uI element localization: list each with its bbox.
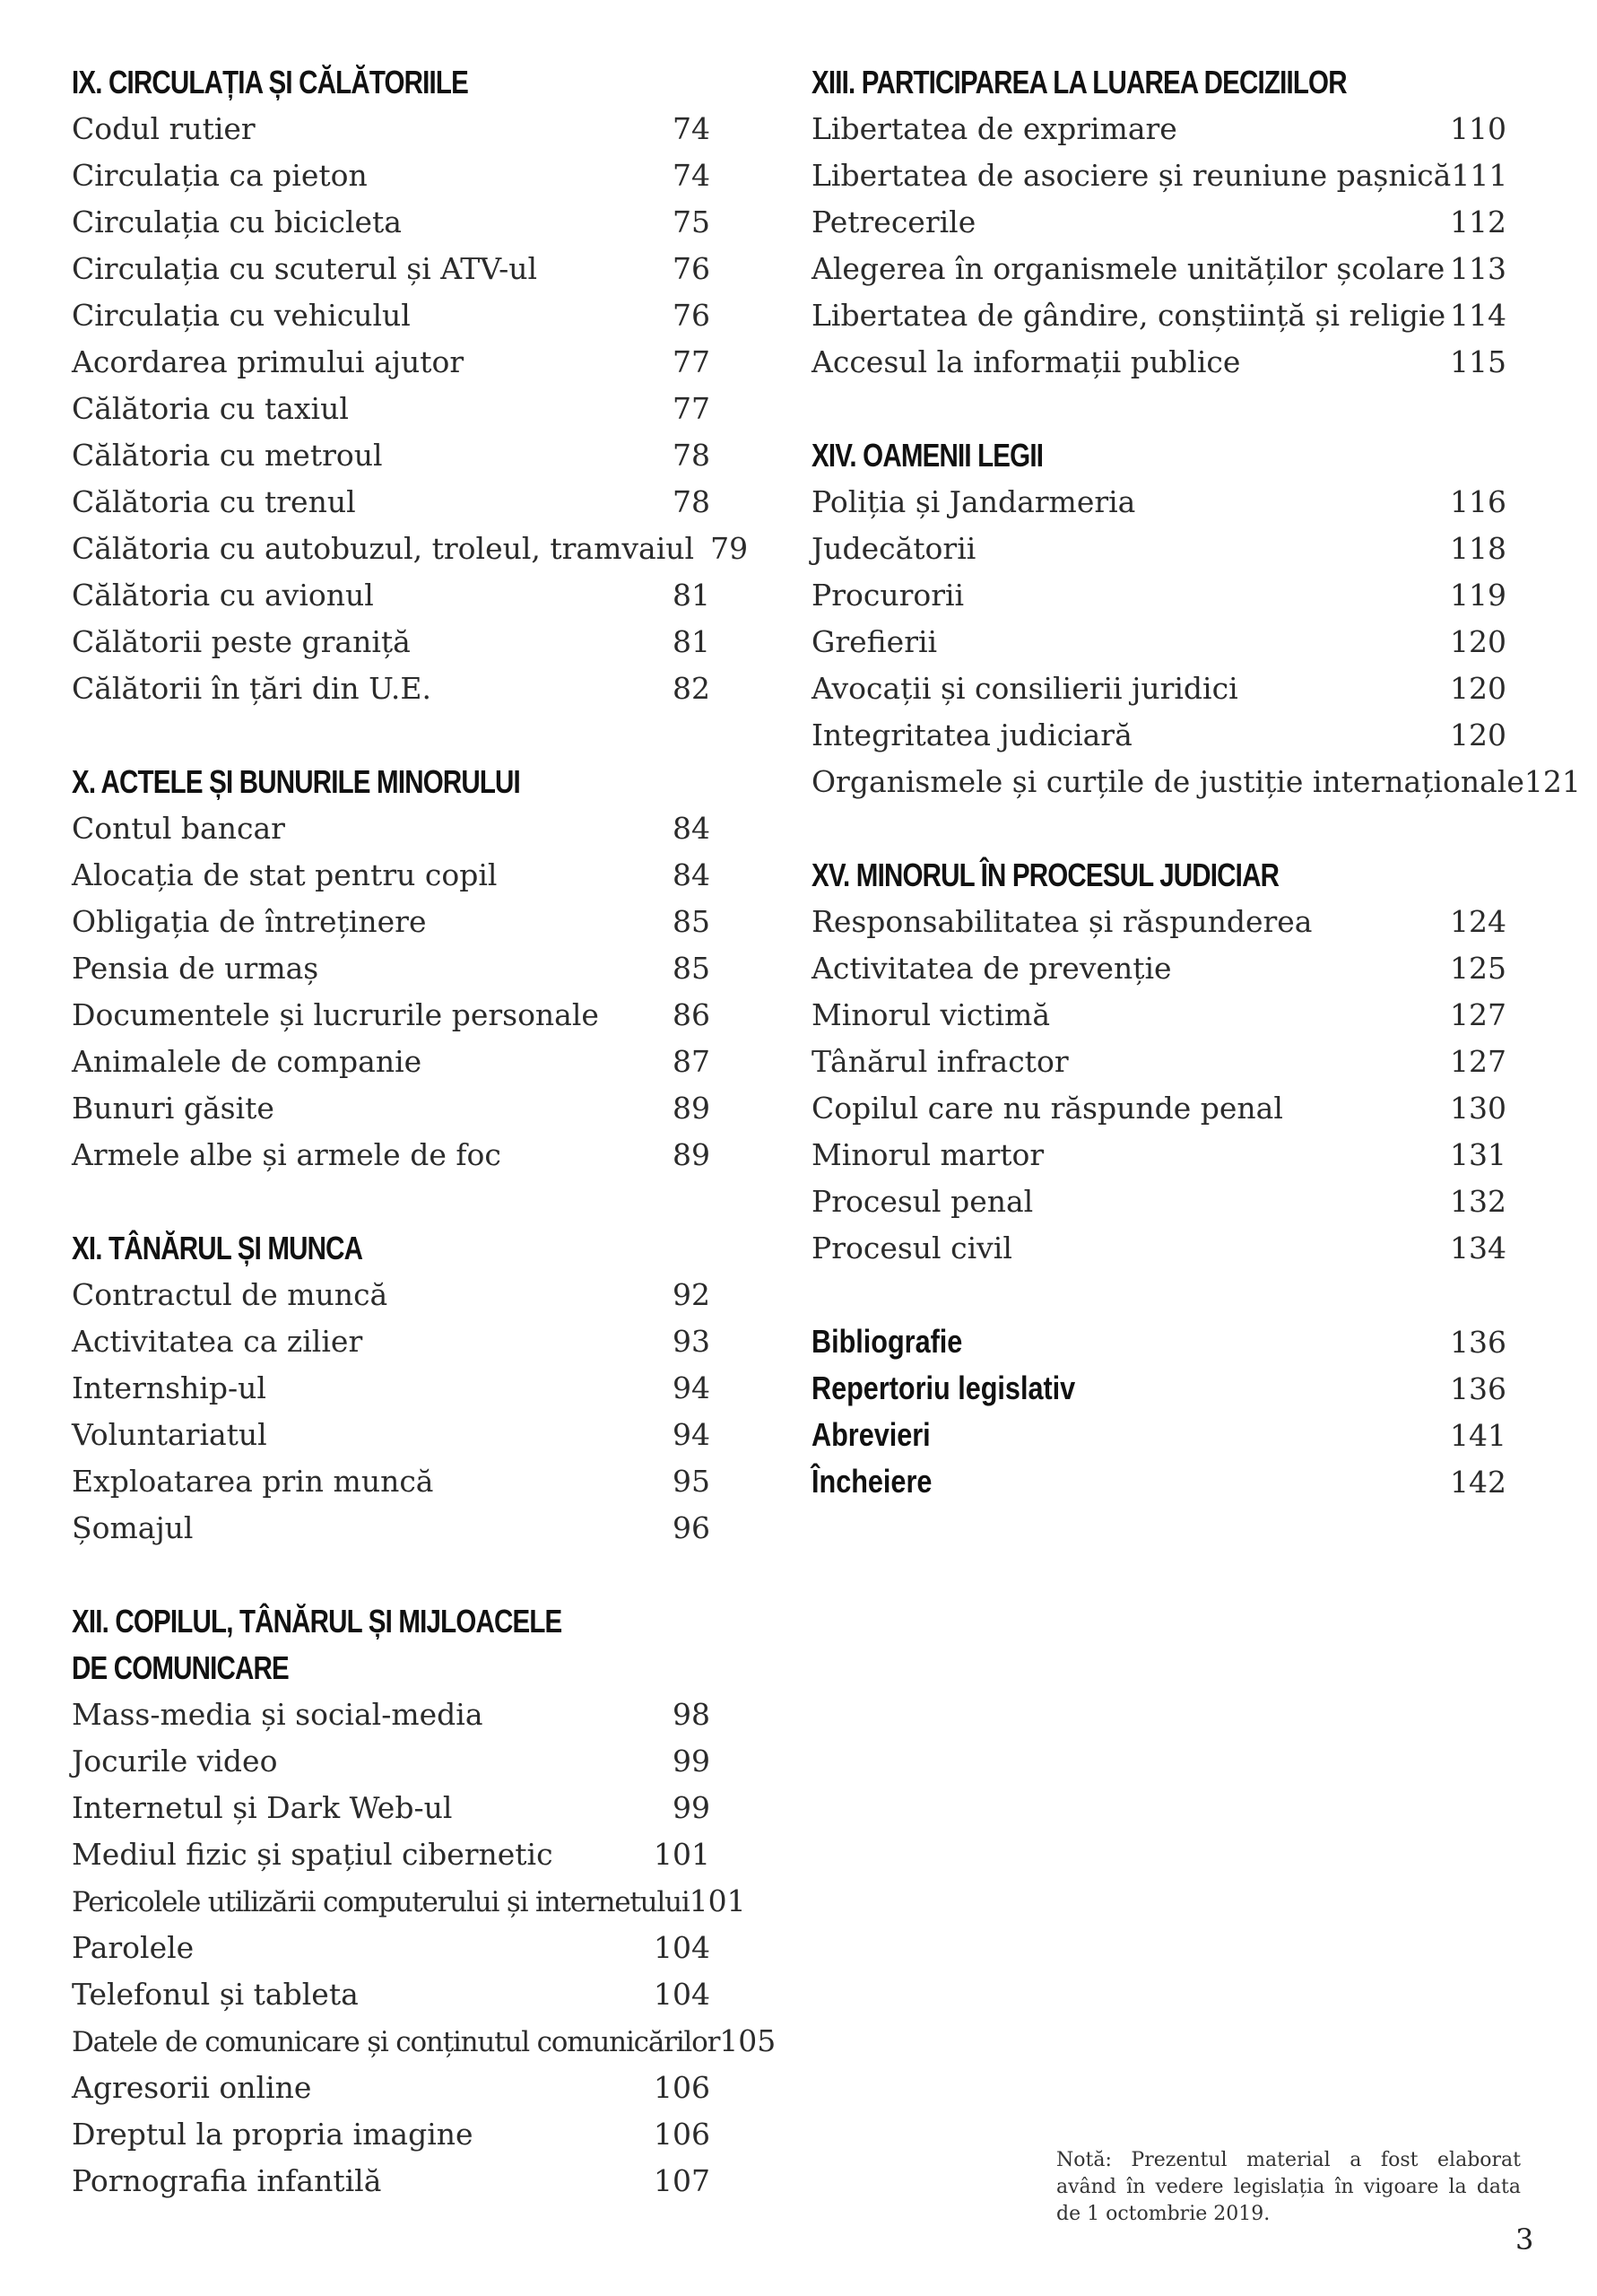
toc-entry[interactable] — [72, 1831, 710, 1878]
toc-entry[interactable] — [812, 292, 1506, 339]
footnote: Notă: Prezentul material a fost elaborat având în vedere legislația în vigoare la data de 1 octombrie 2019. — [1056, 2149, 1521, 2225]
toc-entry-page: 85 — [673, 951, 710, 986]
toc-entry-page: 84 — [673, 811, 710, 846]
toc-entry[interactable] — [812, 339, 1506, 386]
toc-entry-label: Circulația ca pieton — [72, 158, 368, 193]
toc-right-column — [812, 59, 1581, 1505]
toc-extra-repertoriu[interactable] — [812, 1365, 1506, 1412]
toc-extra-label: Repertoriu legislativ — [812, 1370, 1076, 1406]
toc-section-xv — [812, 852, 1506, 1272]
section-spacer — [812, 386, 1506, 432]
toc-entry[interactable] — [812, 1178, 1506, 1225]
toc-section-xii — [72, 1598, 777, 2205]
toc-entry-page: 120 — [1450, 671, 1506, 706]
toc-extra-page: 142 — [1450, 1465, 1506, 1500]
toc-entry[interactable] — [72, 899, 710, 945]
toc-entry[interactable] — [72, 526, 749, 572]
toc-entry-label: Copilul care nu răspunde penal — [812, 1091, 1283, 1126]
toc-extra-label: Abrevieri — [812, 1416, 931, 1453]
section-title: IX. CIRCULAȚIA ȘI CĂLĂTORIILE — [72, 64, 468, 100]
toc-entry[interactable] — [812, 899, 1506, 945]
toc-entry[interactable] — [812, 619, 1506, 665]
toc-entry[interactable] — [72, 852, 710, 899]
toc-entry[interactable] — [72, 432, 710, 479]
toc-entry[interactable] — [72, 1318, 710, 1365]
toc-entry[interactable] — [72, 1785, 710, 1831]
toc-entry[interactable] — [72, 945, 710, 992]
toc-entry-page: 92 — [673, 1277, 710, 1312]
toc-entry-page: 77 — [673, 391, 710, 426]
toc-entry-label: Activitatea de prevenție — [812, 951, 1172, 986]
toc-entry[interactable] — [72, 2111, 710, 2158]
toc-entry-label: Libertatea de gândire, conștiință și religie — [812, 298, 1446, 333]
toc-extra-page: 136 — [1450, 1325, 1506, 1360]
toc-entry-page: 131 — [1450, 1137, 1506, 1172]
toc-extra-abrevieri[interactable] — [812, 1412, 1506, 1458]
toc-entry-label: Jocurile video — [72, 1744, 278, 1779]
toc-entry[interactable] — [812, 759, 1581, 805]
toc-entry-label: Pericolele utilizării computerului și internetului — [72, 1886, 690, 1918]
toc-entry-page: 106 — [654, 2117, 710, 2152]
toc-left-column — [72, 59, 777, 2205]
toc-entry-label: Mediul fizic și spațiul cibernetic — [72, 1837, 553, 1872]
section-spacer — [72, 1178, 710, 1225]
toc-entry-page: 78 — [673, 484, 710, 519]
toc-entry[interactable] — [72, 1039, 710, 1085]
toc-entry-page: 96 — [673, 1510, 710, 1545]
toc-entry[interactable] — [72, 619, 710, 665]
toc-entry-label: Pornografia infantilă — [72, 2163, 382, 2198]
toc-entry-label: Organismele și curțile de justiție internaționale — [812, 764, 1524, 799]
toc-entry-page: 111 — [1451, 158, 1508, 193]
toc-entry-label: Responsabilitatea și răspunderea — [812, 904, 1313, 939]
toc-entry-label: Contractul de muncă — [72, 1277, 388, 1312]
toc-entry-label: Poliția și Jandarmeria — [812, 484, 1136, 519]
toc-entry-page: 113 — [1450, 251, 1506, 286]
toc-entry[interactable] — [72, 1412, 710, 1458]
toc-entry[interactable] — [812, 1132, 1506, 1178]
toc-entry[interactable] — [812, 246, 1506, 292]
toc-entry-page: 127 — [1450, 997, 1506, 1032]
toc-entry[interactable] — [72, 2158, 710, 2205]
toc-entry[interactable] — [812, 712, 1506, 759]
toc-entry[interactable] — [812, 572, 1506, 619]
toc-entry[interactable] — [812, 152, 1506, 199]
toc-entry-page: 118 — [1450, 531, 1506, 566]
toc-entry-page: 106 — [654, 2070, 710, 2105]
toc-entry-page: 104 — [654, 1930, 710, 1965]
toc-entry-page: 105 — [719, 2023, 777, 2058]
toc-entry[interactable] — [72, 1085, 710, 1132]
toc-entry-page: 115 — [1450, 344, 1506, 379]
section-title: XI. TÂNĂRUL ȘI MUNCA — [72, 1230, 363, 1266]
toc-entry[interactable] — [812, 945, 1506, 992]
toc-entry-page: 86 — [673, 997, 710, 1032]
section-title: XIV. OAMENII LEGII — [812, 437, 1044, 474]
toc-entry[interactable] — [72, 479, 710, 526]
toc-entry-page: 95 — [673, 1464, 710, 1499]
toc-entry-page: 74 — [673, 158, 710, 193]
section-title: XIII. PARTICIPAREA LA LUAREA DECIZIILOR — [812, 64, 1347, 100]
toc-entry-page: 76 — [673, 251, 710, 286]
toc-entry[interactable] — [72, 1692, 710, 1738]
toc-entry[interactable] — [72, 2018, 777, 2065]
toc-entry-label: Accesul la informații publice — [812, 344, 1241, 379]
toc-section-xiii — [812, 59, 1506, 386]
toc-entry-page: 116 — [1450, 484, 1506, 519]
toc-entry-label: Integritatea judiciară — [812, 718, 1133, 752]
toc-entry-page: 94 — [673, 1370, 710, 1405]
toc-entry-page: 112 — [1450, 204, 1506, 239]
toc-entry-label: Călătoria cu autobuzul, troleul, tramvaiul — [72, 531, 695, 566]
toc-entry-page: 98 — [673, 1697, 710, 1732]
toc-entry[interactable] — [72, 805, 710, 852]
toc-extra-page: 141 — [1450, 1418, 1506, 1453]
toc-entry-label: Circulația cu vehiculul — [72, 298, 411, 333]
toc-entry[interactable] — [812, 526, 1506, 572]
toc-entry[interactable] — [812, 106, 1506, 152]
toc-entry-page: 101 — [689, 1883, 746, 1918]
toc-entry-label: Șomajul — [72, 1510, 194, 1545]
toc-entry-label: Acordarea primului ajutor — [72, 344, 464, 379]
toc-entry-page: 127 — [1450, 1044, 1506, 1079]
toc-entry-label: Petrecerile — [812, 204, 976, 239]
toc-entry[interactable] — [812, 1039, 1506, 1085]
toc-entry[interactable] — [812, 479, 1506, 526]
page-number: 3 — [1515, 2222, 1534, 2257]
toc-entry[interactable] — [72, 1458, 710, 1505]
toc-entry[interactable] — [72, 1925, 710, 1971]
toc-entry-label: Procesul civil — [812, 1231, 1012, 1265]
toc-entry-label: Animalele de companie — [72, 1044, 422, 1079]
toc-entry-page: 99 — [673, 1744, 710, 1779]
toc-entry[interactable] — [72, 106, 710, 152]
toc-entry[interactable] — [812, 1225, 1506, 1272]
toc-entry-label: Codul rutier — [72, 111, 256, 146]
toc-entry-label: Circulația cu bicicleta — [72, 204, 402, 239]
toc-entry-page: 93 — [673, 1324, 710, 1359]
toc-entry-label: Internship-ul — [72, 1370, 266, 1405]
toc-entry-label: Exploatarea prin muncă — [72, 1464, 434, 1499]
toc-entry-label: Călătoria cu trenul — [72, 484, 356, 519]
toc-entry-label: Alegerea în organismele unităților școlare — [812, 251, 1445, 286]
toc-entry[interactable] — [72, 1132, 710, 1178]
toc-extra-page: 136 — [1450, 1371, 1506, 1406]
toc-entry-page: 78 — [673, 438, 710, 473]
toc-entry[interactable] — [72, 2065, 710, 2111]
toc-entry-page: 130 — [1450, 1091, 1506, 1126]
toc-entry-label: Libertatea de asociere și reuniune pașnică — [812, 158, 1452, 193]
toc-entry[interactable] — [812, 665, 1506, 712]
toc-entry-label: Alocația de stat pentru copil — [72, 857, 498, 892]
toc-entry[interactable] — [72, 1365, 710, 1412]
toc-entry-label: Parolele — [72, 1930, 195, 1965]
toc-section-xi — [72, 1225, 710, 1552]
toc-entry[interactable] — [72, 339, 710, 386]
toc-entry-label: Contul bancar — [72, 811, 285, 846]
toc-entry-label: Călătoria cu avionul — [72, 578, 374, 613]
section-spacer — [72, 712, 710, 759]
toc-entry[interactable] — [72, 1971, 710, 2018]
toc-entry-page: 107 — [654, 2163, 710, 2198]
toc-entry[interactable] — [72, 992, 710, 1039]
toc-entry-page: 134 — [1450, 1231, 1506, 1265]
toc-entry-label: Grefierii — [812, 624, 938, 659]
toc-entry-label: Călătorii în țări din U.E. — [72, 671, 431, 706]
section-spacer — [812, 805, 1506, 852]
toc-entry-page: 99 — [673, 1790, 710, 1825]
toc-entry[interactable] — [72, 665, 710, 712]
toc-entry-label: Armele albe și armele de foc — [72, 1137, 501, 1172]
toc-entry-label: Activitatea ca zilier — [72, 1324, 363, 1359]
toc-entry-page: 120 — [1450, 718, 1506, 752]
toc-entry-page: 104 — [654, 1977, 710, 2012]
section-title-line1: XII. COPILUL, TÂNĂRUL ȘI MIJLOACELE — [72, 1603, 562, 1639]
toc-entry-label: Circulația cu scuterul și ATV-ul — [72, 251, 538, 286]
toc-extra-bibliografie[interactable] — [812, 1318, 1506, 1365]
toc-entry[interactable] — [812, 1085, 1506, 1132]
toc-entry-page: 124 — [1450, 904, 1506, 939]
toc-entry-page: 121 — [1523, 764, 1581, 799]
toc-entry-page: 77 — [673, 344, 710, 379]
toc-entry-page: 89 — [673, 1091, 710, 1126]
toc-entry[interactable] — [72, 1272, 710, 1318]
toc-entry-label: Voluntariatul — [72, 1417, 267, 1452]
toc-entry-label: Libertatea de exprimare — [812, 111, 1177, 146]
toc-entry[interactable] — [72, 386, 710, 432]
toc-entry-label: Minorul victimă — [812, 997, 1050, 1032]
toc-entry-page: 81 — [673, 578, 710, 613]
toc-entry-page: 132 — [1450, 1184, 1506, 1219]
toc-entry[interactable] — [72, 246, 710, 292]
toc-entry-label: Pensia de urmaș — [72, 951, 319, 986]
toc-entry-page: 120 — [1450, 624, 1506, 659]
section-title: XV. MINORUL ÎN PROCESUL JUDICIAR — [812, 857, 1280, 893]
toc-entry-page: 75 — [673, 204, 710, 239]
toc-entry-page: 76 — [673, 298, 710, 333]
toc-extra-incheiere[interactable] — [812, 1458, 1506, 1505]
toc-entry-label: Bunuri găsite — [72, 1091, 274, 1126]
toc-extras — [812, 1318, 1506, 1505]
toc-entry-label: Dreptul la propria imagine — [72, 2117, 473, 2152]
toc-entry-label: Procurorii — [812, 578, 965, 613]
toc-entry-label: Datele de comunicare și conținutul comunicărilor — [72, 2026, 720, 2058]
toc-entry-label: Agresorii online — [72, 2070, 312, 2105]
section-title: X. ACTELE ȘI BUNURILE MINORULUI — [72, 763, 520, 800]
toc-entry-label: Călătoria cu metroul — [72, 438, 383, 473]
toc-entry[interactable] — [812, 992, 1506, 1039]
toc-entry[interactable] — [72, 1505, 710, 1552]
toc-section-xiv — [812, 432, 1581, 805]
toc-entry-label: Internetul și Dark Web-ul — [72, 1790, 453, 1825]
toc-entry-page: 82 — [673, 671, 710, 706]
toc-entry-label: Telefonul și tableta — [72, 1977, 359, 2012]
toc-entry-page: 84 — [673, 857, 710, 892]
toc-entry[interactable] — [72, 1878, 746, 1925]
toc-extra-label: Încheiere — [812, 1463, 933, 1500]
toc-entry-label: Procesul penal — [812, 1184, 1034, 1219]
section-title-line2: DE COMUNICARE — [72, 1649, 289, 1686]
toc-entry-page: 125 — [1450, 951, 1506, 986]
toc-entry-label: Documentele și lucrurile personale — [72, 997, 599, 1032]
toc-entry-page: 74 — [673, 111, 710, 146]
toc-entry-label: Avocații și consilierii juridici — [812, 671, 1238, 706]
toc-entry-page: 114 — [1450, 298, 1506, 333]
section-spacer — [72, 1552, 710, 1598]
toc-entry[interactable] — [72, 572, 710, 619]
toc-entry-label: Mass-media și social-media — [72, 1697, 483, 1732]
toc-entry-page: 79 — [710, 531, 749, 566]
toc-entry-page: 110 — [1450, 111, 1506, 146]
toc-entry[interactable] — [72, 292, 710, 339]
toc-entry-page: 85 — [673, 904, 710, 939]
toc-entry-label: Călătoria cu taxiul — [72, 391, 349, 426]
toc-entry[interactable] — [72, 152, 710, 199]
toc-entry-page: 89 — [673, 1137, 710, 1172]
toc-entry-label: Judecătorii — [812, 531, 976, 566]
toc-entry-page: 119 — [1450, 578, 1506, 613]
toc-entry[interactable] — [72, 199, 710, 246]
toc-entry-label: Călătorii peste graniță — [72, 624, 411, 659]
toc-entry-page: 101 — [654, 1837, 710, 1872]
toc-entry-label: Minorul martor — [812, 1137, 1045, 1172]
toc-entry-label: Tânărul infractor — [812, 1044, 1069, 1079]
toc-section-ix — [72, 59, 749, 712]
toc-entry-page: 94 — [673, 1417, 710, 1452]
toc-entry[interactable] — [72, 1738, 710, 1785]
toc-entry-label: Obligația de întreținere — [72, 904, 427, 939]
toc-entry-page: 87 — [673, 1044, 710, 1079]
toc-section-x — [72, 759, 710, 1178]
section-spacer — [812, 1272, 1506, 1318]
toc-entry-page: 81 — [673, 624, 710, 659]
toc-extra-label: Bibliografie — [812, 1323, 963, 1360]
toc-entry[interactable] — [812, 199, 1506, 246]
